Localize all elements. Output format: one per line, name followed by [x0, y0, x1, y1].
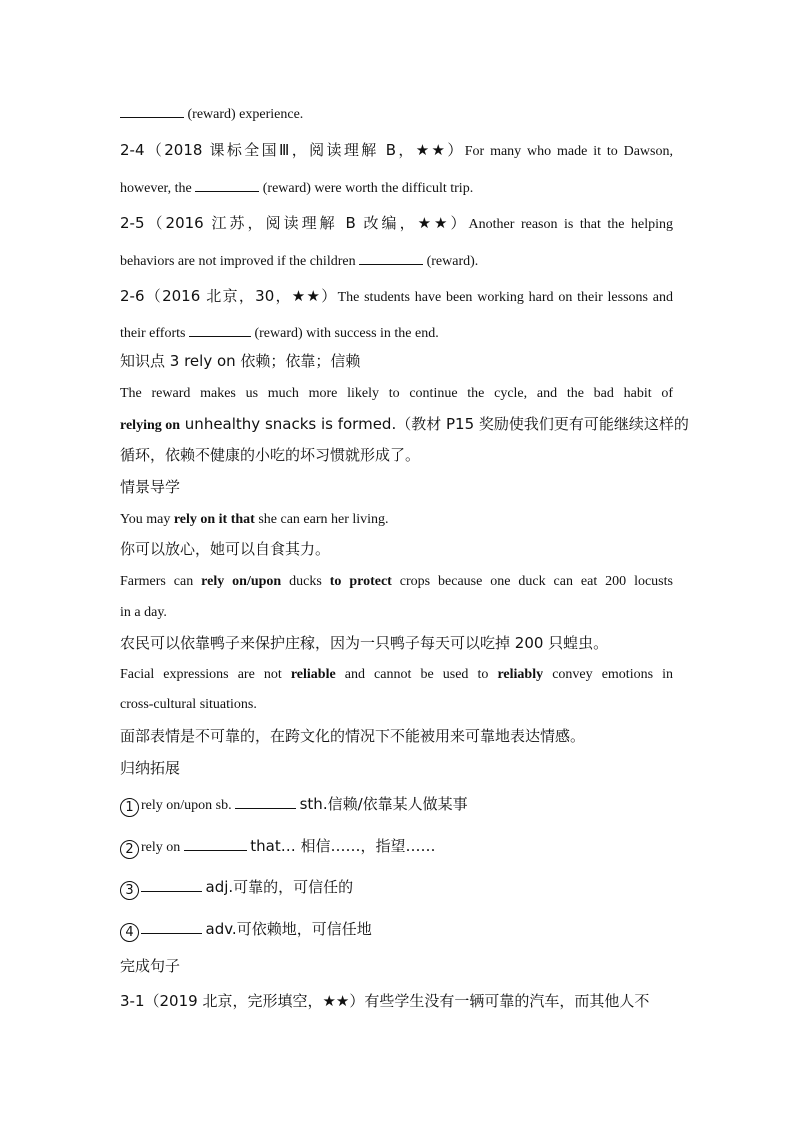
exercise-number: 2-4（2018 课标全国Ⅲ，阅读理解 B，★★） [120, 141, 465, 159]
expansion-item-3 [120, 878, 353, 900]
line-text: crops because one duck can eat 200 locusts [391, 574, 673, 589]
key-phrase: relying on [120, 418, 181, 433]
exercise-number: 2-5（2016 江苏，阅读理解 B 改编，★★） [120, 214, 469, 232]
line-text: (reward) with success in the end. [254, 326, 439, 341]
line-text: rely on [141, 840, 181, 855]
translation: 你可以放心，她可以自食其力。 [120, 540, 331, 558]
line-text: sth.信赖/依靠某人做某事 [299, 795, 468, 813]
expansion-item-2 [120, 837, 436, 859]
exercise-line [120, 323, 439, 343]
section-heading: 完成句子 [120, 957, 181, 975]
section-heading: 情景导学 [120, 478, 181, 496]
translation: 面部表情是不可靠的，在跨文化的情况下不能被用来可靠地表达情感。 [120, 727, 586, 745]
line-text: Farmers can [120, 574, 202, 589]
example-sentence [120, 573, 673, 591]
key-phrase: rely on it that [173, 512, 255, 527]
exercise-2-4 [120, 141, 673, 161]
exercise-line [120, 178, 473, 198]
circled-number: 1 [120, 798, 139, 817]
line-text: that… 相信……，指望…… [250, 837, 436, 855]
expansion-item-4 [120, 920, 372, 942]
line-text: The students have been working hard on their lessons and [337, 290, 673, 305]
example-sentence [120, 511, 389, 529]
answer-blank[interactable] [359, 251, 423, 265]
example-sentence [120, 666, 673, 684]
exercise-line [120, 251, 478, 271]
key-word: reliably [497, 667, 544, 682]
exercise-number: 2-6（2016 北京，30，★★） [120, 287, 338, 305]
line-text: Another reason is that the helping [468, 217, 673, 232]
answer-blank[interactable] [120, 104, 184, 118]
exercise-2-6 [120, 287, 673, 307]
line-text: rely on/upon sb. [141, 798, 232, 813]
line-text: (reward) experience. [187, 107, 304, 122]
line-text: unhealthy snacks is formed.（教材 P15 奖励使我们更有可能继续这样的 [180, 415, 689, 433]
answer-blank[interactable] [195, 178, 259, 192]
exercise-line [120, 104, 303, 124]
line-text: convey emotions in [543, 667, 673, 682]
answer-blank[interactable] [141, 920, 202, 934]
example-sentence [120, 415, 689, 435]
circled-number: 4 [120, 923, 139, 942]
line-text: adv.可依赖地，可信任地 [205, 920, 372, 938]
exercise-3-1: 3-1（2019 北京，完形填空，★★）有些学生没有一辆可靠的汽车，而其他人不 [120, 992, 650, 1010]
line-text: however, the [120, 181, 192, 196]
line-text: For many who made it to Dawson, [464, 144, 673, 159]
key-word: reliable [290, 667, 336, 682]
circled-number: 3 [120, 881, 139, 900]
translation: 农民可以依靠鸭子来保护庄稼，因为一只鸭子每天可以吃掉 200 只蝗虫。 [120, 634, 609, 652]
answer-blank[interactable] [141, 878, 202, 892]
line-text: and cannot be used to [335, 667, 498, 682]
key-phrase: to protect [329, 574, 392, 589]
line-text: behaviors are not improved if the children [120, 254, 356, 269]
line-text: their efforts [120, 326, 186, 341]
circled-number: 2 [120, 840, 139, 859]
line-text: adj.可靠的，可信任的 [205, 878, 354, 896]
example-sentence: The reward makes us much more likely to continue the cycle, and the bad habit of [120, 386, 673, 401]
line-text: (reward). [426, 254, 479, 269]
exercise-2-5 [120, 214, 673, 234]
section-heading: 归纳拓展 [120, 759, 181, 777]
line-text: she can earn her living. [254, 512, 389, 527]
answer-blank[interactable] [235, 795, 296, 809]
line-text: cross-cultural situations. [120, 697, 257, 712]
key-phrase: rely on/upon [201, 574, 282, 589]
line-text: (reward) were worth the difficult trip. [262, 181, 474, 196]
line-text: Facial expressions are not [120, 667, 291, 682]
line-text: in a day. [120, 605, 167, 620]
answer-blank[interactable] [189, 323, 251, 337]
translation: 循环，依赖不健康的小吃的坏习惯就形成了。 [120, 446, 421, 464]
line-text: You may [120, 512, 174, 527]
section-heading: 知识点 3 rely on 依赖；依靠；信赖 [120, 352, 361, 370]
line-text: ducks [281, 574, 330, 589]
answer-blank[interactable] [184, 837, 247, 851]
expansion-item-1 [120, 795, 468, 817]
